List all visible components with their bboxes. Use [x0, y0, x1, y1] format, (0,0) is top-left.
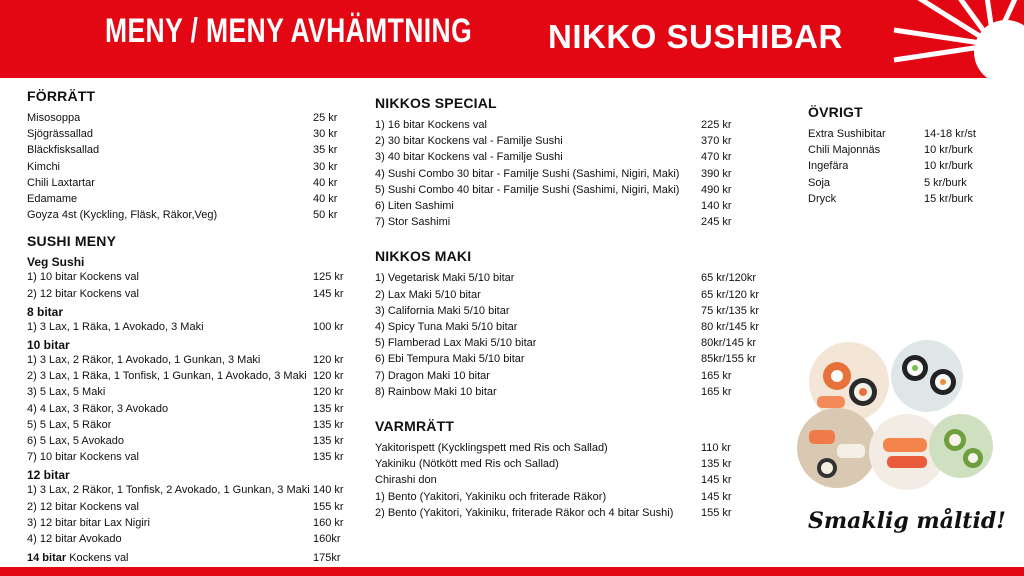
- menu-item: [808, 126, 1008, 142]
- item-price: 175kr: [313, 552, 341, 565]
- menu-item: [27, 352, 347, 368]
- section-title-sushi-meny: SUSHI MENY: [27, 233, 117, 250]
- menu-item-14-bitar: [27, 550, 347, 566]
- item-price: 120 kr: [313, 370, 344, 383]
- item-price: 80 kr/145 kr: [701, 321, 760, 334]
- item-price: 160kr: [313, 533, 341, 546]
- menu-item: [27, 515, 347, 531]
- item-name: 2) Lax Maki 5/10 bitar: [375, 288, 481, 301]
- item-name: 7) Dragon Maki 10 bitar: [375, 369, 490, 382]
- item-price: 470 kr: [701, 151, 732, 164]
- item-name: Dryck: [808, 192, 837, 205]
- item-price: 40 kr: [313, 176, 338, 189]
- item-name: 7) Stor Sashimi: [375, 216, 451, 229]
- item-price: 160 kr: [313, 516, 344, 529]
- menu-item: [375, 182, 765, 198]
- item-price: 390 kr: [701, 167, 732, 180]
- sushi-plate-image-2: [887, 340, 967, 420]
- item-name: 1) 10 bitar Kockens val: [27, 271, 139, 284]
- column-starters-sushi: [27, 88, 347, 566]
- menu-item: [375, 303, 765, 319]
- menu-item: [375, 489, 765, 505]
- item-name: 1) Bento (Yakitori, Yakiniku och friterade Räkor): [375, 490, 607, 503]
- header-banner: [0, 0, 1024, 78]
- item-price: 110 kr: [701, 442, 731, 455]
- sushi-photo-collage: [797, 340, 993, 490]
- menu-item: [27, 401, 347, 417]
- item-name: Goyza 4st (Kyckling, Fläsk, Räkor,Veg): [27, 209, 218, 222]
- tagline: Smaklig måltid!: [808, 508, 1006, 534]
- menu-item: [375, 166, 765, 182]
- menu-item: [375, 456, 765, 472]
- item-name: 8) Rainbow Maki 10 bitar: [375, 385, 497, 398]
- subsection-8-bitar: 8 bitar: [27, 304, 64, 319]
- item-price: 25 kr: [313, 112, 338, 124]
- item-price: 370 kr: [701, 135, 732, 148]
- item-price: 155 kr: [701, 506, 732, 519]
- menu-item: [375, 117, 765, 133]
- menu-item: [375, 270, 765, 286]
- item-price: 35 kr: [313, 144, 338, 157]
- item-price: 125 kr: [313, 271, 344, 284]
- column-specials: [375, 95, 765, 521]
- forratt-list: [27, 110, 347, 223]
- item-price: 15 kr/burk: [924, 192, 973, 205]
- item-price: 65 kr/120kr: [701, 272, 757, 285]
- item-name: 6) Liten Sashimi: [375, 200, 454, 213]
- item-price: 135 kr: [701, 458, 732, 471]
- item-name: 7) 10 bitar Kockens val: [27, 451, 139, 464]
- item-name: 4) Spicy Tuna Maki 5/10 bitar: [375, 321, 518, 334]
- subsection-12-bitar: 12 bitar: [27, 468, 70, 483]
- menu-item: [375, 472, 765, 488]
- item-name: 4) 12 bitar Avokado: [27, 533, 122, 546]
- item-name: 5) Sushi Combo 40 bitar - Familje Sushi (Sashimi, Nigiri, Maki): [375, 183, 680, 196]
- maki-list: [375, 270, 765, 400]
- item-price: 165 kr: [701, 385, 732, 398]
- section-title-ovrigt: ÖVRIGT: [808, 104, 863, 120]
- item-name: 5) 5 Lax, 5 Räkor: [27, 418, 112, 431]
- item-price: 135 kr: [313, 435, 344, 448]
- restaurant-name: NIKKO SUSHIBAR: [548, 18, 843, 55]
- item-name: Kimchi: [27, 160, 61, 173]
- menu-item: [375, 335, 765, 351]
- item-price: 120 kr: [313, 386, 344, 399]
- item-name: 5) Flamberad Lax Maki 5/10 bitar: [375, 337, 537, 350]
- item-name: Yakitorispett (Kycklingspett med Ris och Sallad): [375, 442, 608, 455]
- menu-item: [27, 159, 347, 175]
- item-14-bitar-bold: 14 bitar: [27, 552, 67, 565]
- item-name: 2) 30 bitar Kockens val - Familje Sushi: [375, 135, 563, 148]
- item-name: 3) 12 bitar bitar Lax Nigiri: [27, 516, 150, 529]
- item-price: 75 kr/135 kr: [701, 304, 760, 317]
- item-price: 155 kr: [313, 500, 344, 513]
- item-price: 245 kr: [701, 216, 732, 229]
- item-name: Chili Majonnäs: [808, 144, 881, 157]
- menu-item: [27, 142, 347, 158]
- subsection-10-bitar: 10 bitar: [27, 338, 70, 353]
- special-list: [375, 117, 765, 230]
- b12-list: [27, 482, 347, 547]
- item-price: 80kr/145 kr: [701, 337, 757, 350]
- item-name: 4) Sushi Combo 30 bitar - Familje Sushi (Sashimi, Nigiri, Maki): [375, 167, 680, 180]
- menu-item: [375, 384, 765, 400]
- item-price: 145 kr: [701, 474, 732, 487]
- item-name: 1) Vegetarisk Maki 5/10 bitar: [375, 272, 515, 285]
- item-name: Chirashi don: [375, 474, 437, 487]
- item-price: 165 kr: [701, 369, 732, 382]
- item-name: 3) 5 Lax, 5 Maki: [27, 386, 106, 399]
- menu-item: [27, 417, 347, 433]
- item-name: 2) 12 bitar Kockens val: [27, 287, 139, 300]
- menu-item: [27, 384, 347, 400]
- item-name: Edamame: [27, 193, 78, 206]
- item-price: 135 kr: [313, 402, 344, 415]
- veg-list: [27, 269, 347, 301]
- item-name: 2) 12 bitar Kockens val: [27, 500, 139, 513]
- item-price: 490 kr: [701, 183, 732, 196]
- varmratt-list: [375, 440, 765, 521]
- item-name: 2) Bento (Yakitori, Yakiniku, friterade Räkor och 4 bitar Sushi): [375, 506, 674, 519]
- item-name: 2) 3 Lax, 1 Räka, 1 Tonfisk, 1 Gunkan, 1 Avokado, 3 Maki: [27, 370, 307, 383]
- menu-item: [27, 531, 347, 547]
- menu-item: [27, 368, 347, 384]
- item-price: 65 kr/120 kr: [701, 288, 760, 301]
- section-title-varmratt: VARMRÄTT: [375, 418, 455, 435]
- item-price: 10 kr/burk: [924, 144, 973, 157]
- column-other: [808, 104, 1008, 207]
- subsection-veg-sushi: Veg Sushi: [27, 255, 85, 270]
- item-price: 85kr/155 kr: [701, 353, 757, 366]
- menu-item: [808, 158, 1008, 174]
- menu-item: [27, 433, 347, 449]
- item-name: 1) 3 Lax, 2 Räkor, 1 Avokado, 1 Gunkan, 3 Maki: [27, 354, 261, 367]
- item-price: 225 kr: [701, 119, 732, 131]
- menu-item: [27, 175, 347, 191]
- item-name: Sjögrässallad: [27, 128, 94, 141]
- menu-item: [27, 319, 347, 335]
- sushi-plate-image-3: [797, 406, 881, 490]
- item-name: Yakiniku (Nötkött med Ris och Sallad): [375, 458, 559, 471]
- menu-item: [27, 449, 347, 465]
- footer-bar: [0, 567, 1024, 576]
- item-name: 1) 16 bitar Kockens val: [375, 119, 487, 131]
- item-name: 1) 3 Lax, 2 Räkor, 1 Tonfisk, 2 Avokado, 1 Gunkan, 3 Maki: [27, 484, 310, 497]
- section-title-forratt: FÖRRÄTT: [27, 88, 96, 104]
- menu-item: [27, 110, 347, 126]
- menu-item: [27, 499, 347, 515]
- menu-item: [375, 505, 765, 521]
- item-name: 4) 4 Lax, 3 Räkor, 3 Avokado: [27, 402, 169, 415]
- menu-item: [375, 149, 765, 165]
- item-name: Bläckfisksallad: [27, 144, 100, 157]
- item-name: 3) California Maki 5/10 bitar: [375, 304, 510, 317]
- item-price: 40 kr: [313, 193, 338, 206]
- menu-item: [27, 269, 347, 285]
- item-price: 100 kr: [313, 320, 344, 333]
- item-name: Misosoppa: [27, 112, 81, 124]
- item-price: 5 kr/burk: [924, 176, 967, 189]
- menu-item: [375, 133, 765, 149]
- item-name: Ingefära: [808, 160, 849, 173]
- item-price: 145 kr: [701, 490, 732, 503]
- item-name: Soja: [808, 176, 831, 189]
- item-name: 3) 40 bitar Kockens val - Familje Sushi: [375, 151, 563, 164]
- item-name: Extra Sushibitar: [808, 128, 886, 140]
- menu-item: [375, 214, 765, 230]
- section-title-nikkos-maki: NIKKOS MAKI: [375, 248, 472, 265]
- item-name: 6) 5 Lax, 5 Avokado: [27, 435, 125, 448]
- item-price: 14-18 kr/st: [924, 128, 976, 140]
- menu-item: [27, 286, 347, 302]
- item-name: 6) Ebi Tempura Maki 5/10 bitar: [375, 353, 525, 366]
- item-name: Chili Laxtartar: [27, 176, 95, 189]
- item-price: 10 kr/burk: [924, 160, 973, 173]
- menu-title: MENY / MENY AVHÄMTNING: [105, 12, 473, 50]
- menu-item: [375, 351, 765, 367]
- item-price: 50 kr: [313, 209, 338, 222]
- menu-item: [375, 287, 765, 303]
- menu-item: [808, 142, 1008, 158]
- b8-list: [27, 319, 347, 335]
- menu-item: [375, 198, 765, 214]
- menu-item: [27, 207, 347, 223]
- item-price: 140 kr: [701, 200, 732, 213]
- item-14-bitar-rest: Kockens val: [66, 552, 129, 565]
- item-price: 135 kr: [313, 418, 344, 431]
- ovrigt-list: [808, 126, 1008, 207]
- menu-item: [375, 319, 765, 335]
- menu-item: [375, 440, 765, 456]
- item-price: 30 kr: [313, 128, 338, 141]
- rising-sun-icon: [874, 0, 1024, 78]
- item-price: 135 kr: [313, 451, 344, 464]
- item-price: 120 kr: [313, 354, 344, 367]
- menu-item: [808, 191, 1008, 207]
- menu-item: [27, 126, 347, 142]
- menu-item: [27, 482, 347, 498]
- item-name: 1) 3 Lax, 1 Räka, 1 Avokado, 3 Maki: [27, 320, 204, 333]
- item-price: 140 kr: [313, 484, 344, 497]
- item-price: 30 kr: [313, 160, 338, 173]
- menu-item: [375, 368, 765, 384]
- item-price: 145 kr: [313, 287, 344, 300]
- menu-item: [27, 191, 347, 207]
- b10-list: [27, 352, 347, 465]
- menu-item: [808, 175, 1008, 191]
- section-title-nikkos-special: NIKKOS SPECIAL: [375, 95, 497, 111]
